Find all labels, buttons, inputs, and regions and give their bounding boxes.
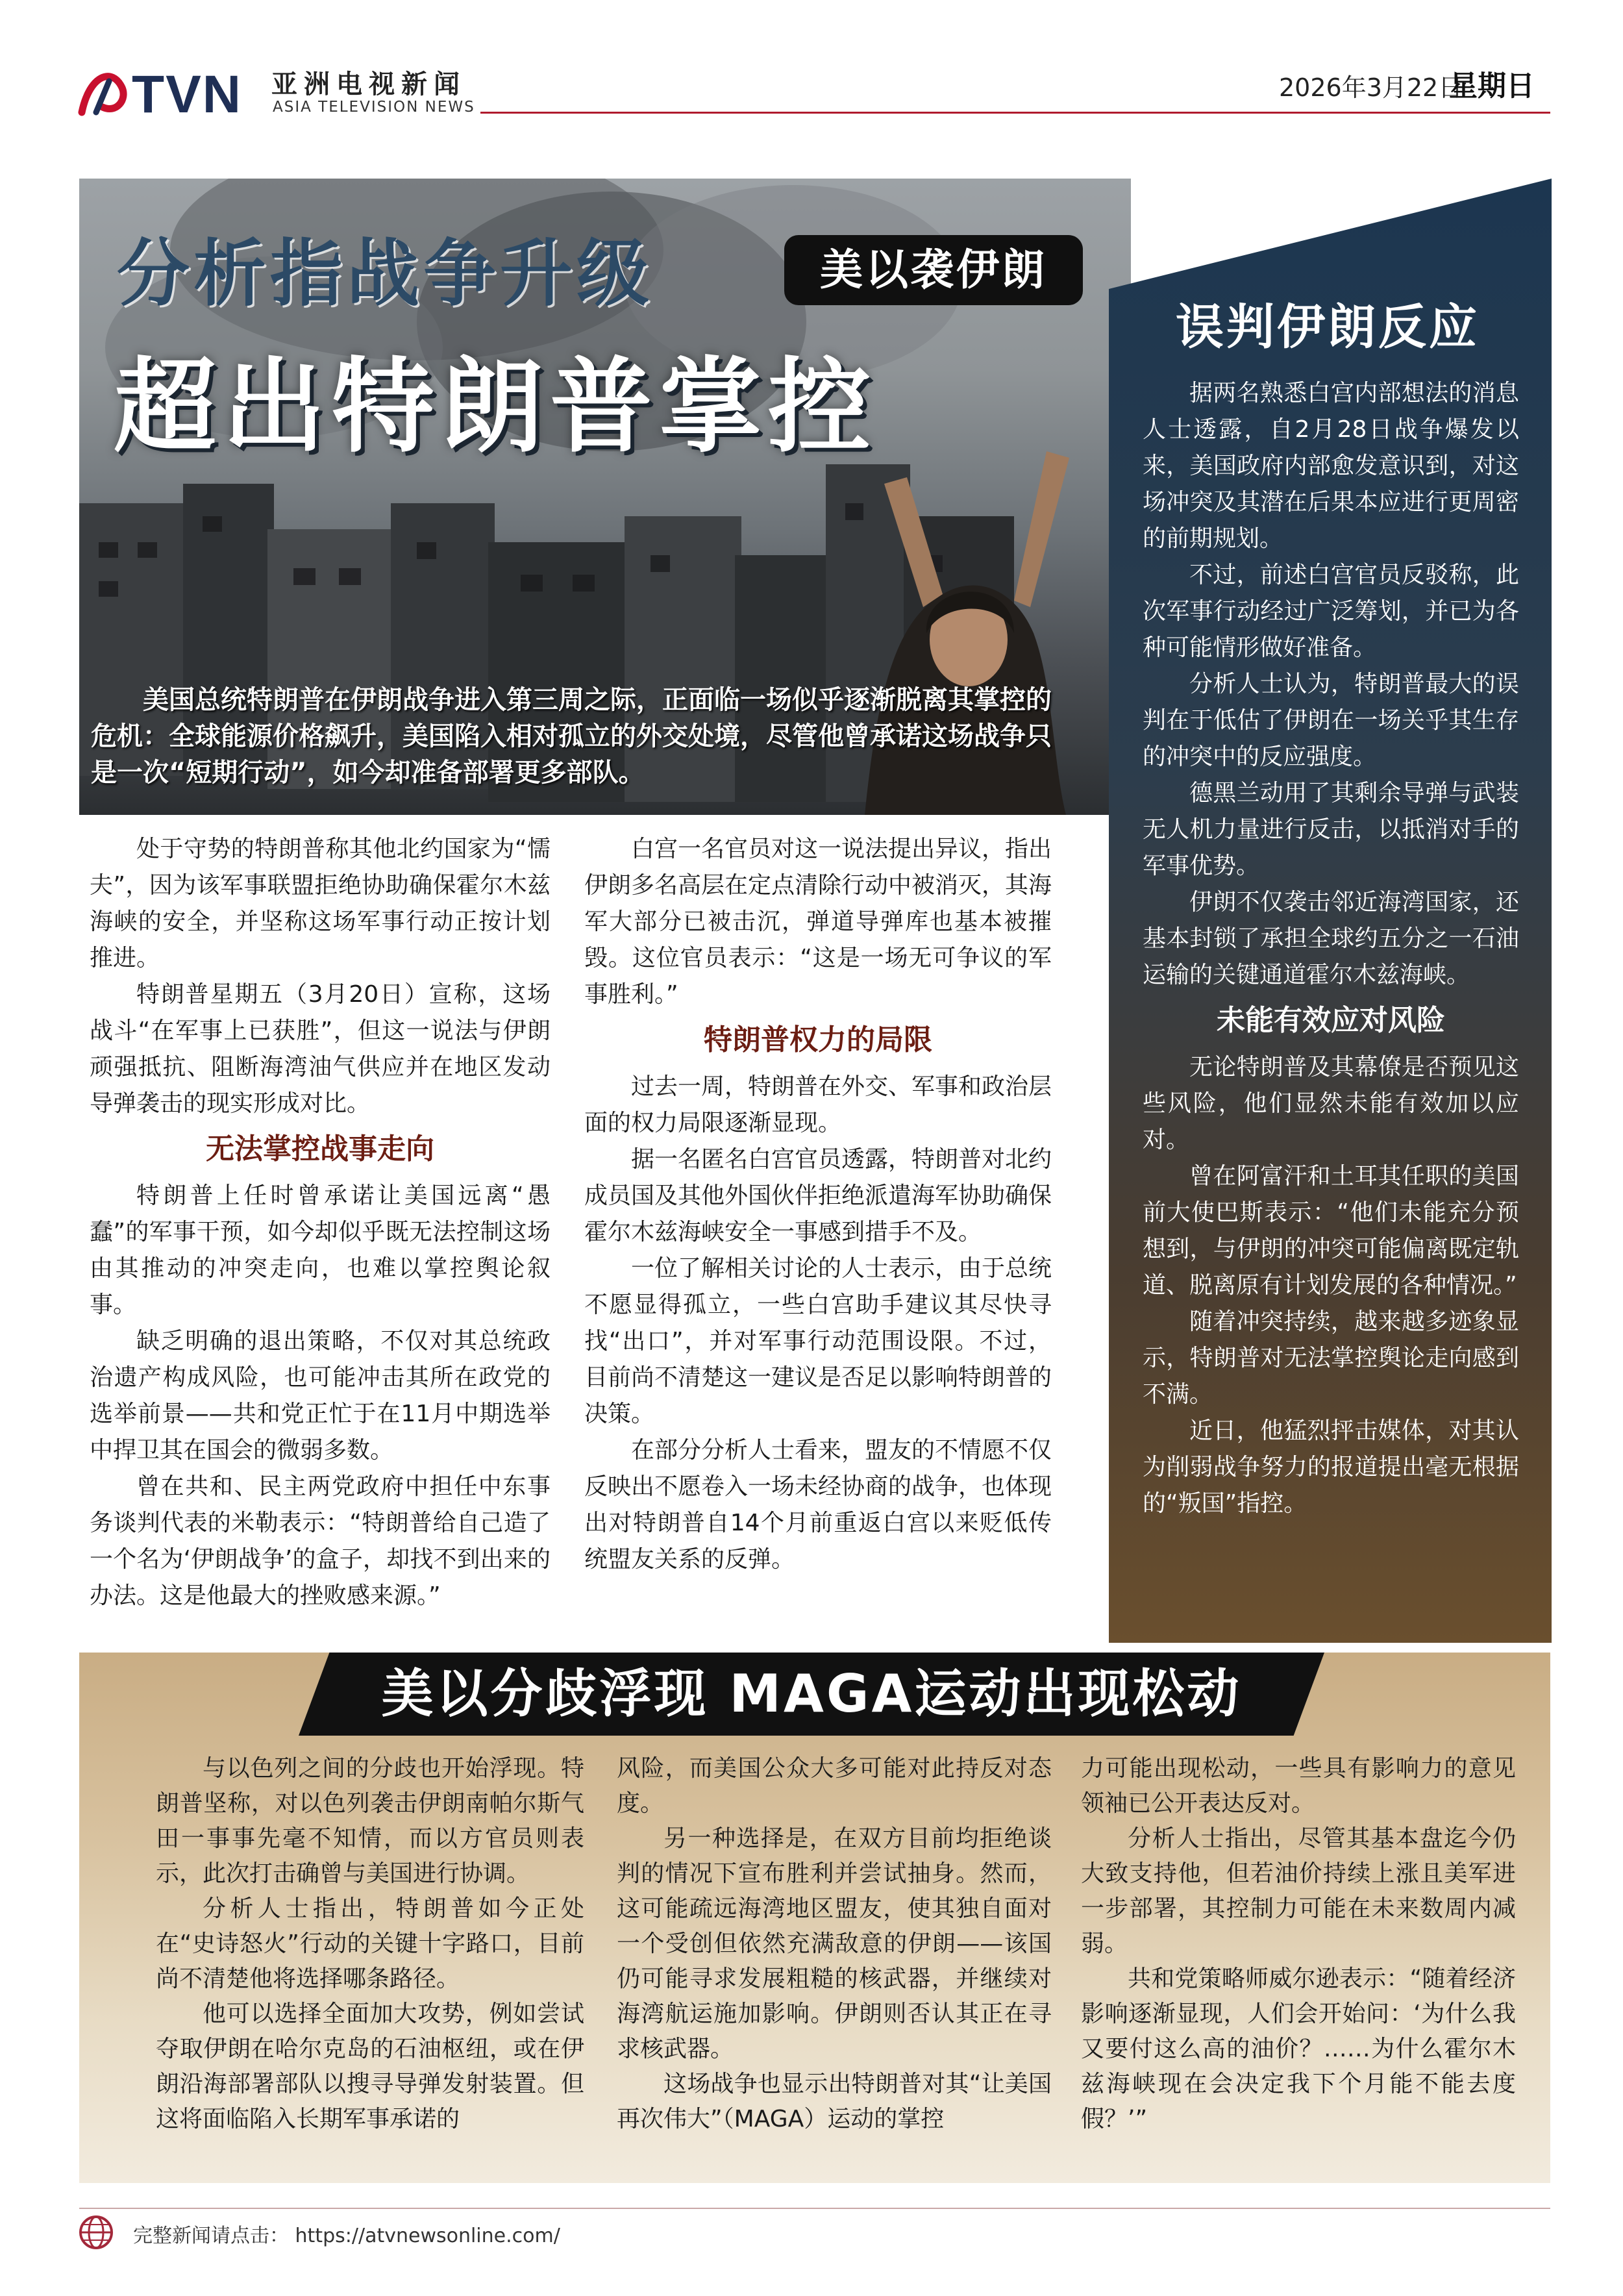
sidebar-title: 误判伊朗反应 <box>1176 299 1480 355</box>
brand-cn-name: 亚洲电视新闻 <box>271 69 466 99</box>
subheading: 未能有效应对风险 <box>1217 1004 1445 1037</box>
paragraph: 不过，前述白宫官员反驳称，此次军事行动经过广泛筹划，并已为各种可能情形做好准备。 <box>1143 562 1519 661</box>
globe-icon <box>77 2213 116 2252</box>
atvn-logo <box>77 62 252 120</box>
paragraph: 力可能出现松动，一些具有影响力的意见领袖已公开表达反对。 <box>1081 1755 1516 1817</box>
brand-en-name: ASIA TELEVISION NEWS <box>273 99 475 116</box>
paragraph: 这场战争也显示出特朗普对其“让美国再次伟大”（MAGA）运动的掌控 <box>617 2071 1052 2132</box>
subheading: 无法掌控战事走向 <box>206 1132 434 1166</box>
paragraph: 一位了解相关讨论的人士表示，由于总统不愿显得孤立，一些白宫助手建议其尽快寻找“出口”，并对军事行动范围设限。不过，目前尚不清楚这一建议是否足以影响特朗普的决策。 <box>584 1255 1052 1427</box>
paragraph: 据两名熟悉白宫内部想法的消息人士透露，自2月28日战争爆发以来，美国政府内部愈发意识到，对这场冲突及其潜在后果本应进行更周密的前期规划。 <box>1143 380 1519 552</box>
footer-rule <box>79 2208 1550 2209</box>
paragraph: 特朗普星期五（3月20日）宣称，这场战斗“在军事上已获胜”，但这一说法与伊朗顽强抵抗、阻断海湾油气供应并在地区发动导弹袭击的现实形成对比。 <box>90 981 551 1117</box>
issue-weekday: 星期日 <box>1449 69 1535 103</box>
paragraph: 共和党策略师威尔逊表示：“随着经济影响逐渐显现，人们会开始问：‘为什么我又要付这么高的油价？……为什么霍尔木兹海峡现在会决定我下个月能不能去度假？’” <box>1081 1965 1516 2132</box>
paragraph: 分析人士指出，特朗普如今正处在“史诗怒火”行动的关键十字路口，目前尚不清楚他将选择哪条路径。 <box>156 1895 584 1992</box>
lede-paragraph: 美国总统特朗普在伊朗战争进入第三周之际，正面临一场似乎逐渐脱离其掌控的危机：全球能源价格飙升，美国陷入相对孤立的外交处境，尽管他曾承诺这场战争只是一次“短期行动”，如今却准备部署更多部队。 <box>91 685 1052 788</box>
paragraph: 过去一周，特朗普在外交、军事和政治层面的权力局限逐渐显现。 <box>584 1073 1052 1136</box>
paragraph: 他可以选择全面加大攻势，例如尝试夺取伊朗在哈尔克岛的石油枢纽，或在伊朗沿海部署部队以搜寻导弹发射装置。但这将面临陷入长期军事承诺的 <box>156 2001 584 2132</box>
paragraph: 在部分分析人士看来，盟友的不情愿不仅反映出不愿卷入一场未经协商的战争，也体现出对特朗普自14个月前重返白宫以来贬低传统盟友关系的反弹。 <box>584 1437 1052 1573</box>
subheading: 特朗普权力的局限 <box>704 1023 932 1056</box>
paragraph: 处于守势的特朗普称其他北约国家为“懦夫”，因为该军事联盟拒绝协助确保霍尔木兹海峡的安全，并坚称这场军事行动正按计划推进。 <box>90 836 551 971</box>
svg-text:TVN: TVN <box>132 65 242 120</box>
headline-line2: 超出特朗普掌控 <box>114 347 877 467</box>
bottom-column-3 <box>1081 1751 1516 2137</box>
article-column-2 <box>584 831 1052 1578</box>
paragraph: 与以色列之间的分歧也开始浮现。特朗普坚称，对以色列袭击伊朗南帕尔斯气田一事事先毫不知情，而以方官员则表示，此次打击确曾与美国进行协调。 <box>156 1755 584 1887</box>
paragraph: 分析人士指出，尽管其基本盘迄今仍大致支持他，但若油价持续上涨且美军进一步部署，其控制力可能在未来数周内减弱。 <box>1081 1825 1516 1957</box>
paragraph: 风险，而美国公众大多可能对此持反对态度。 <box>617 1755 1052 1817</box>
headline-line1: 分析指战争升级 <box>117 232 653 316</box>
paragraph: 另一种选择是，在双方目前均拒绝谈判的情况下宣布胜利并尝试抽身。然而，这可能疏远海湾地区盟友，使其独自面对一个受创但依然充满敌意的伊朗——该国仍可能寻求发展粗糙的核武器，并继续对海湾航运施加影响。伊朗则否认其正在寻求核武器。 <box>617 1825 1052 2062</box>
paragraph: 白宫一名官员对这一说法提出异议，指出伊朗多名高层在定点清除行动中被消灭，其海军大部分已被击沉，弹道导弹库也基本被摧毁。这位官员表示：“这是一场无可争议的军事胜利。” <box>584 836 1052 1008</box>
paragraph: 特朗普上任时曾承诺让美国远离“愚蠢”的军事干预，如今却似乎既无法控制这场由其推动的冲突走向，也难以掌控舆论叙事。 <box>90 1182 551 1318</box>
article-column-3 <box>1143 375 1519 1522</box>
footer-link-text[interactable]: 完整新闻请点击： https://atvnewsonline.com/ <box>133 2225 560 2247</box>
paragraph: 近日，他猛烈抨击媒体，对其认为削弱战争努力的报道提出毫无根据的“叛国”指控。 <box>1143 1417 1519 1517</box>
paragraph: 曾在共和、民主两党政府中担任中东事务谈判代表的米勒表示：“特朗普给自己造了一个名为‘伊朗战争’的盒子，却找不到出来的办法。这是他最大的挫败感来源。” <box>90 1473 551 1609</box>
paragraph: 无论特朗普及其幕僚是否预见这些风险，他们显然未能有效加以应对。 <box>1143 1054 1519 1153</box>
issue-date: 2026年3月22日 <box>1279 73 1463 102</box>
headline-badge: 美以袭伊朗 <box>784 235 1083 305</box>
paragraph: 伊朗不仅袭击邻近海湾国家，还基本封锁了承担全球约五分之一石油运输的关键通道霍尔木兹海峡。 <box>1143 889 1519 988</box>
bottom-column-2 <box>617 1751 1052 2137</box>
header-rule <box>480 112 1550 114</box>
paragraph: 分析人士认为，特朗普最大的误判在于低估了伊朗在一场关乎其生存的冲突中的反应强度。 <box>1143 671 1519 770</box>
article-column-1 <box>90 831 551 1614</box>
paragraph: 缺乏明确的退出策略，不仅对其总统政治遗产构成风险，也可能冲击其所在政党的选举前景——共和党正忙于在11月中期选举中捍卫其在国会的微弱多数。 <box>90 1328 551 1464</box>
bottom-column-1 <box>156 1751 584 2137</box>
paragraph: 随着冲突持续，越来越多迹象显示，特朗普对无法掌控舆论走向感到不满。 <box>1143 1308 1519 1408</box>
section-banner-title: 美以分歧浮现 MAGA运动出现松动 <box>381 1664 1242 1724</box>
paragraph: 德黑兰动用了其剩余导弹与武装无人机力量进行反击，以抵消对手的军事优势。 <box>1143 780 1519 879</box>
paragraph: 曾在阿富汗和土耳其任职的美国前大使巴斯表示：“他们未能充分预想到，与伊朗的冲突可能偏离既定轨道、脱离原有计划发展的各种情况。” <box>1143 1163 1519 1299</box>
paragraph: 据一名匿名白宫官员透露，特朗普对北约成员国及其他外国伙伴拒绝派遣海军协助确保霍尔木兹海峡安全一事感到措手不及。 <box>584 1146 1052 1245</box>
